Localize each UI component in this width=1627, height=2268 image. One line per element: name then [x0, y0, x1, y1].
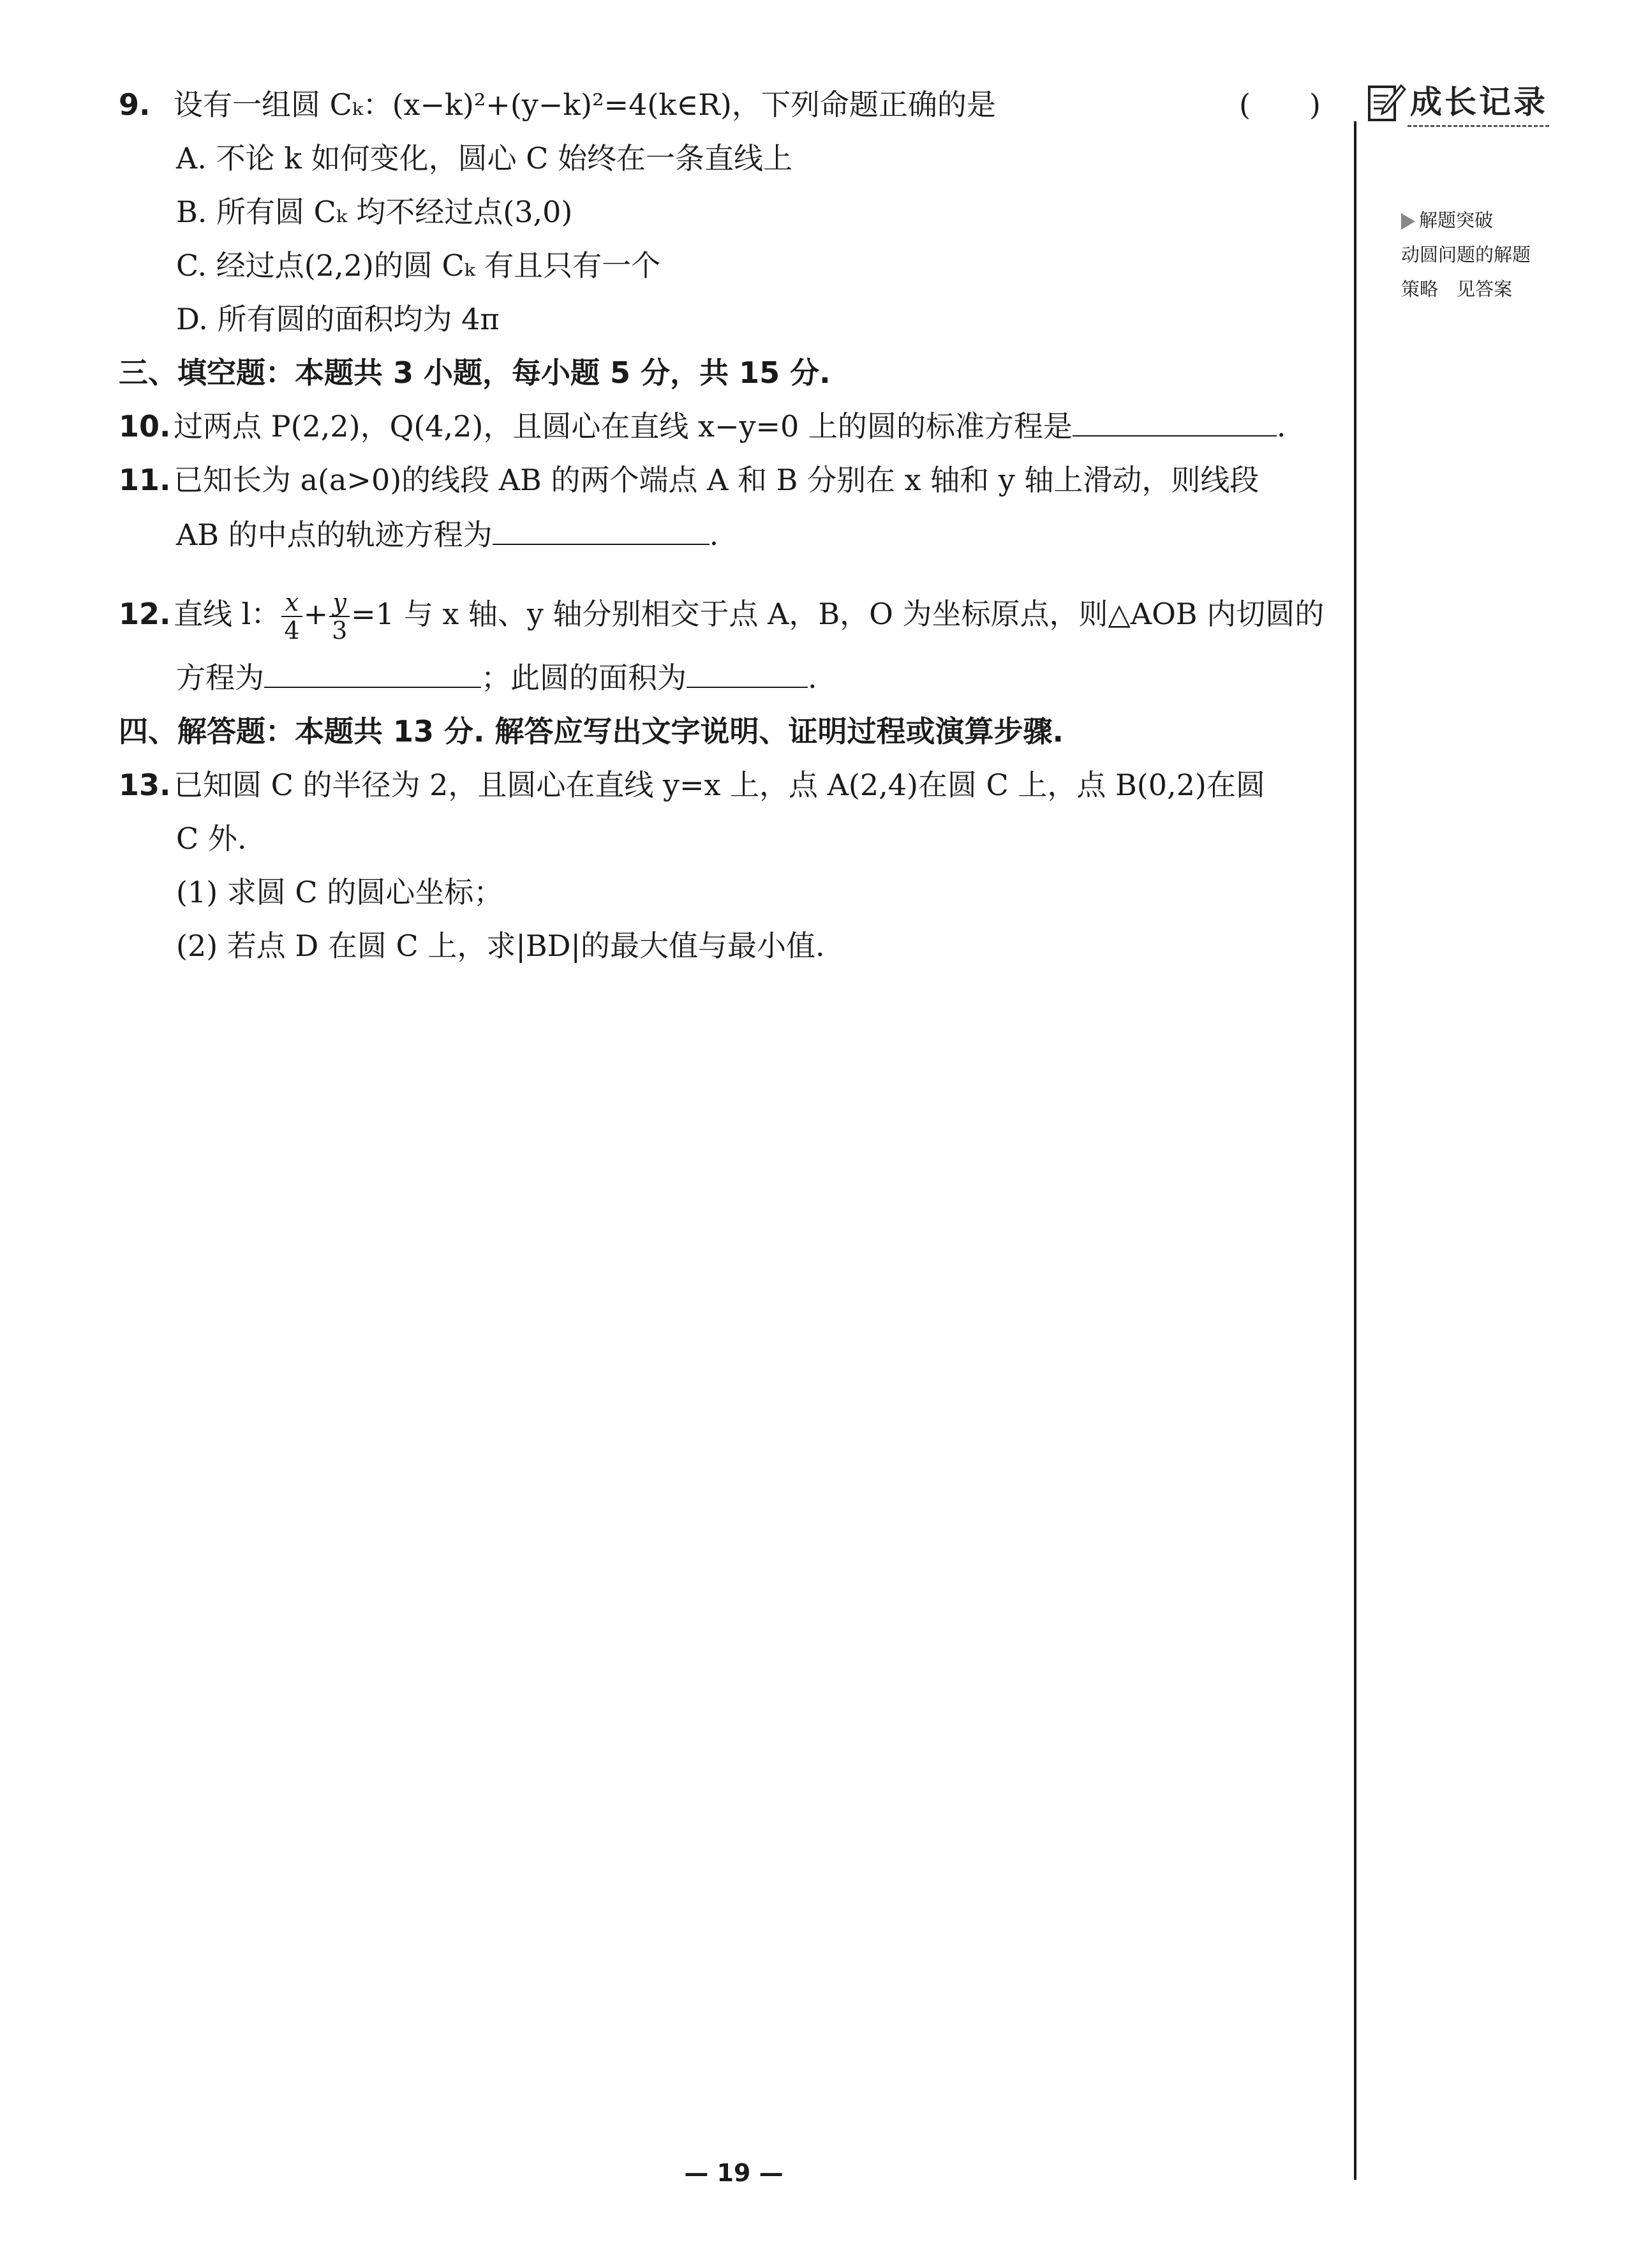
triangle-bullet-icon	[1401, 213, 1415, 230]
option-b: B. 所有圆 Cₖ 均不经过点(3,0)	[176, 195, 573, 229]
margin-divider	[1354, 121, 1356, 2180]
question-number: 9.	[119, 87, 151, 122]
option-a: A. 不论 k 如何变化，圆心 C 始终在一条直线上	[176, 141, 793, 175]
option-c: C. 经过点(2,2)的圆 Cₖ 有且只有一个	[176, 248, 661, 283]
question-text-pre: 直线 l：	[174, 597, 281, 631]
option-d: D. 所有圆的面积均为 4π	[176, 302, 500, 336]
question-13-line2: C 外.	[176, 821, 247, 856]
question-text-line2: AB 的中点的轨迹方程为	[176, 518, 493, 552]
fraction-denominator: 4	[284, 616, 300, 645]
section-heading-solution: 四、解答题：本题共 13 分. 解答应写出文字说明、证明过程或演算步骤.	[119, 714, 1064, 749]
answer-blank[interactable]	[493, 516, 709, 545]
question-text: 过两点 P(2,2)，Q(4,2)，且圆心在直线 x−y=0 上的圆的标准方程是	[174, 409, 1073, 444]
answer-blank-area[interactable]	[687, 659, 808, 688]
question-11-line2	[176, 516, 718, 554]
question-end: .	[1276, 409, 1286, 444]
question-11	[119, 461, 1259, 499]
question-text-a: 方程为	[176, 660, 264, 695]
question-stem: 设有一组圆 Cₖ：(x−k)²+(y−k)²=4(k∈R)，下列命题正确的是	[174, 87, 996, 122]
question-text-b: ；此圆的面积为	[481, 660, 687, 695]
question-text-line1: 已知圆 C 的半径为 2，且圆心在直线 y=x 上，点 A(2,4)在圆 C 上，点 B(0,2)在圆	[174, 768, 1265, 802]
sidebar-note-heading	[1401, 203, 1531, 237]
sidebar-title: 成长记录	[1410, 83, 1548, 121]
sidebar-note	[1401, 203, 1531, 306]
question-9	[119, 86, 996, 124]
fraction-numerator: y	[329, 589, 350, 617]
notebook-pen-icon	[1365, 82, 1406, 124]
sidebar-note-line2: 策略 见答案	[1401, 278, 1513, 300]
section-heading-fill-in: 三、填空题：本题共 3 小题，每小题 5 分，共 15 分.	[119, 355, 831, 390]
answer-blank-equation[interactable]	[264, 659, 481, 688]
page-number: — 19 —	[684, 2159, 784, 2187]
answer-bracket: ( )	[1239, 87, 1321, 122]
question-text-post: =1 与 x 轴、y 轴分别相交于点 A，B，O 为坐标原点，则△AOB 内切圆的	[351, 597, 1325, 631]
question-number: 12.	[119, 597, 171, 631]
question-number: 13.	[119, 768, 171, 802]
fraction-y-over-3	[329, 589, 350, 644]
question-12	[119, 582, 1324, 646]
sidebar-note-line1: 动圆问题的解题	[1401, 244, 1531, 265]
sidebar-note-heading-text: 解题突破	[1419, 209, 1494, 231]
question-end: .	[808, 660, 817, 695]
fraction-x-over-4	[281, 589, 302, 644]
answer-blank[interactable]	[1073, 407, 1277, 436]
sidebar-header	[1365, 80, 1557, 131]
question-13	[119, 766, 1265, 804]
question-text-line1: 已知长为 a(a>0)的线段 AB 的两个端点 A 和 B 分别在 x 轴和 y 轴上滑动，则线段	[174, 463, 1259, 497]
question-10	[119, 407, 1286, 445]
question-end: .	[709, 518, 719, 552]
fraction-denominator: 3	[332, 616, 348, 645]
question-13-part2: (2) 若点 D 在圆 C 上，求|BD|的最大值与最小值.	[176, 929, 825, 963]
question-number: 11.	[119, 463, 171, 497]
fraction-numerator: x	[281, 589, 302, 617]
plus-sign: +	[303, 597, 329, 631]
question-13-part1: (1) 求圆 C 的圆心坐标；	[176, 875, 503, 909]
question-number: 10.	[119, 409, 171, 444]
question-12-line2	[176, 659, 817, 697]
sidebar-title-underline	[1408, 125, 1549, 127]
